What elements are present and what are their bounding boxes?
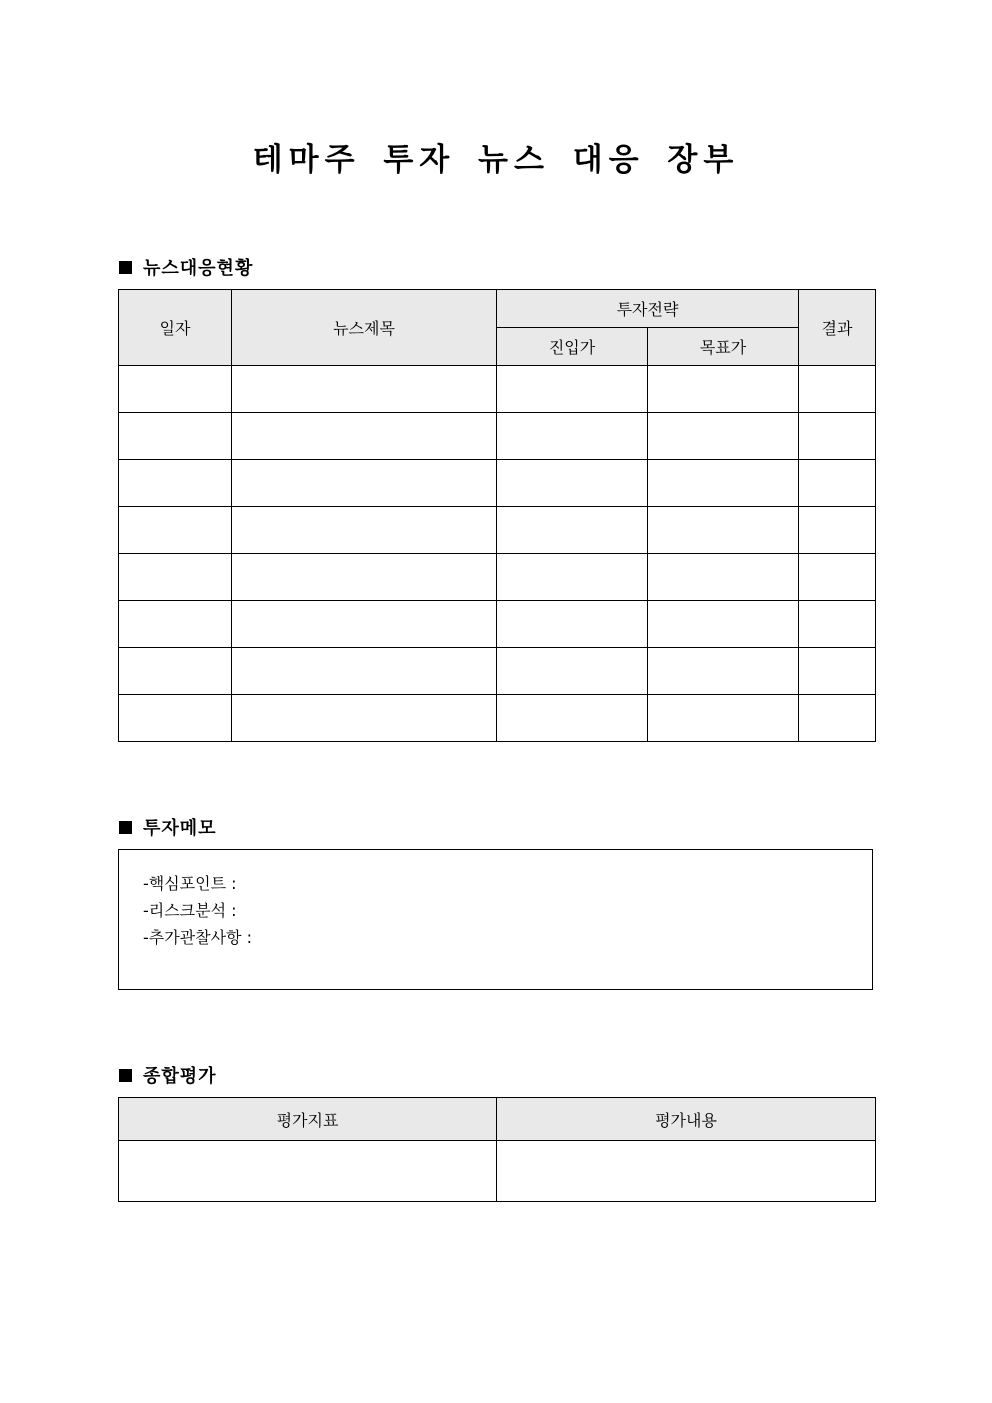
cell-entry-price[interactable] xyxy=(497,413,648,460)
section-heading-news-label: 뉴스대응현황 xyxy=(143,258,254,279)
cell-date[interactable] xyxy=(119,366,232,413)
section-heading-memo-label: 투자메모 xyxy=(143,818,217,839)
section-heading-news xyxy=(119,254,253,280)
cell-entry-price[interactable] xyxy=(497,554,648,601)
cell-result[interactable] xyxy=(799,601,876,648)
cell-date[interactable] xyxy=(119,554,232,601)
memo-key-points: -핵심포인트 : xyxy=(143,874,237,893)
square-bullet-icon xyxy=(119,1069,132,1082)
header-entry-price: 진입가 xyxy=(497,328,648,366)
cell-target-price[interactable] xyxy=(648,366,799,413)
cell-target-price[interactable] xyxy=(648,460,799,507)
section-heading-evaluation xyxy=(119,1062,217,1088)
cell-target-price[interactable] xyxy=(648,601,799,648)
document-title: 테마주 투자 뉴스 대응 장부 xyxy=(252,142,740,178)
table-row xyxy=(119,1141,876,1202)
cell-result[interactable] xyxy=(799,460,876,507)
investment-memo-box[interactable] xyxy=(118,849,873,990)
cell-result[interactable] xyxy=(799,366,876,413)
memo-additional-observations: -추가관찰사항 : xyxy=(143,928,252,947)
section-heading-evaluation-label: 종합평가 xyxy=(143,1066,217,1087)
cell-entry-price[interactable] xyxy=(497,366,648,413)
cell-target-price[interactable] xyxy=(648,413,799,460)
cell-target-price[interactable] xyxy=(648,648,799,695)
header-indicator: 평가지표 xyxy=(119,1098,497,1141)
table-row xyxy=(119,413,876,460)
memo-risk-analysis: -리스크분석 : xyxy=(143,901,237,920)
table-row xyxy=(119,648,876,695)
cell-date[interactable] xyxy=(119,601,232,648)
evaluation-table xyxy=(118,1097,876,1202)
cell-entry-price[interactable] xyxy=(497,507,648,554)
cell-result[interactable] xyxy=(799,648,876,695)
cell-target-price[interactable] xyxy=(648,695,799,742)
header-strategy: 투자전략 xyxy=(497,290,799,328)
cell-entry-price[interactable] xyxy=(497,648,648,695)
header-news-title: 뉴스제목 xyxy=(232,290,497,366)
section-heading-memo xyxy=(119,814,217,840)
cell-result[interactable] xyxy=(799,413,876,460)
table-row xyxy=(119,460,876,507)
square-bullet-icon xyxy=(119,261,132,274)
cell-result[interactable] xyxy=(799,554,876,601)
table-row xyxy=(119,366,876,413)
table-row xyxy=(119,507,876,554)
cell-date[interactable] xyxy=(119,695,232,742)
cell-entry-price[interactable] xyxy=(497,695,648,742)
cell-indicator[interactable] xyxy=(119,1141,497,1202)
table-row xyxy=(119,554,876,601)
header-date: 일자 xyxy=(119,290,232,366)
cell-news-title[interactable] xyxy=(232,554,497,601)
cell-result[interactable] xyxy=(799,507,876,554)
cell-target-price[interactable] xyxy=(648,554,799,601)
news-response-table xyxy=(118,289,876,742)
cell-date[interactable] xyxy=(119,648,232,695)
table-row xyxy=(119,695,876,742)
cell-news-title[interactable] xyxy=(232,413,497,460)
cell-news-title[interactable] xyxy=(232,366,497,413)
cell-result[interactable] xyxy=(799,695,876,742)
cell-news-title[interactable] xyxy=(232,460,497,507)
cell-entry-price[interactable] xyxy=(497,601,648,648)
cell-news-title[interactable] xyxy=(232,507,497,554)
cell-date[interactable] xyxy=(119,460,232,507)
cell-news-title[interactable] xyxy=(232,695,497,742)
cell-news-title[interactable] xyxy=(232,648,497,695)
table-row xyxy=(119,601,876,648)
cell-target-price[interactable] xyxy=(648,507,799,554)
square-bullet-icon xyxy=(119,821,132,834)
header-result: 결과 xyxy=(799,290,876,366)
header-target-price: 목표가 xyxy=(648,328,799,366)
cell-entry-price[interactable] xyxy=(497,460,648,507)
cell-news-title[interactable] xyxy=(232,601,497,648)
header-content: 평가내용 xyxy=(497,1098,876,1141)
cell-date[interactable] xyxy=(119,507,232,554)
cell-date[interactable] xyxy=(119,413,232,460)
cell-content[interactable] xyxy=(497,1141,876,1202)
